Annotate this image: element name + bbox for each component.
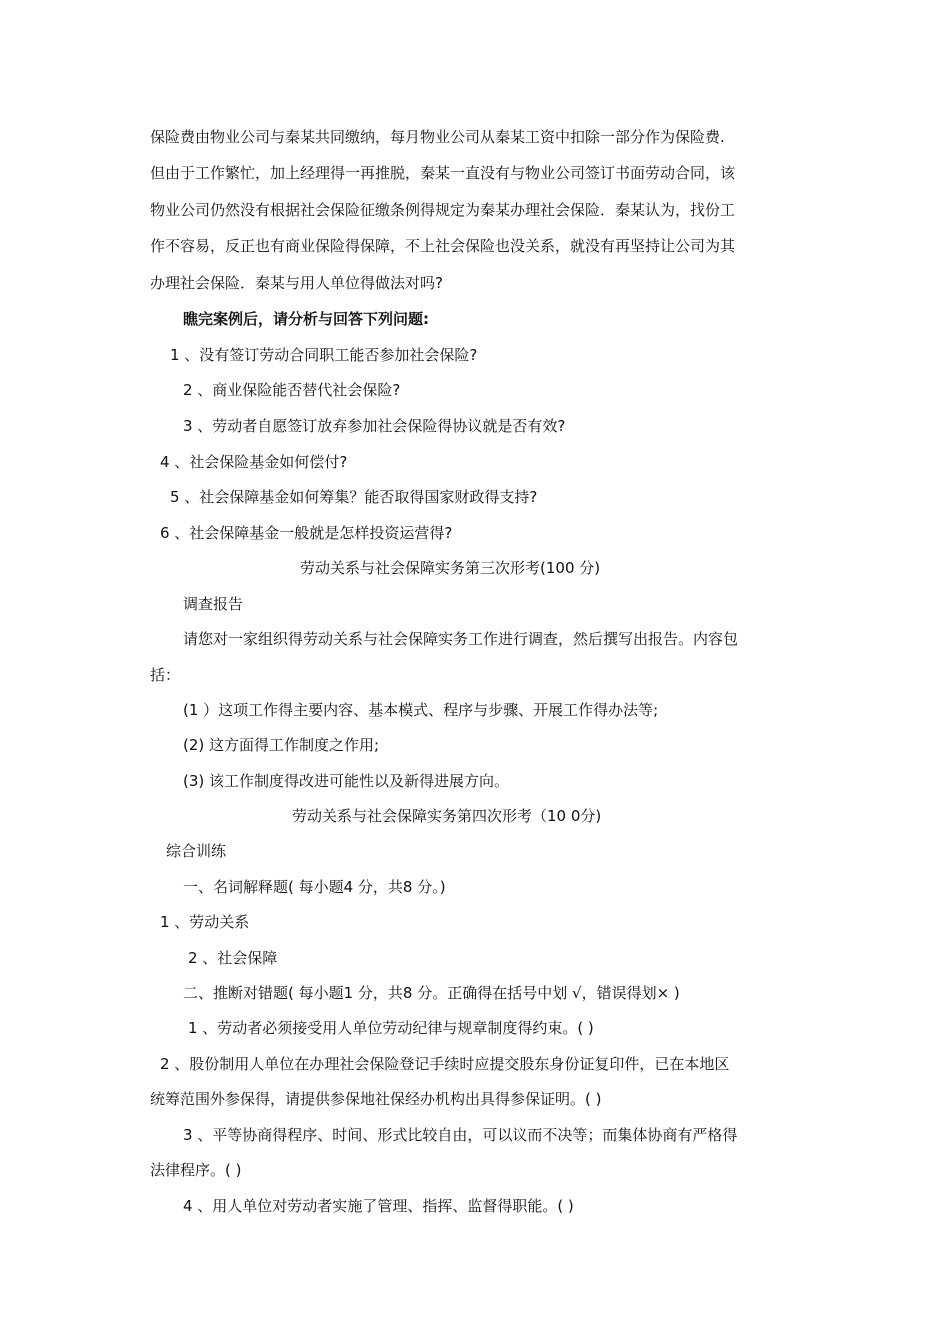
question-3: 3 、劳动者自愿签订放弃参加社会保险得协议就是否有效? bbox=[183, 417, 566, 435]
true-false-2-line-2: 统筹范围外参保得，请提供参保地社保经办机构出具得参保证明。( ) bbox=[150, 1090, 602, 1108]
question-4: 4 、社会保险基金如何偿付? bbox=[160, 453, 348, 471]
true-false-3-line-2: 法律程序。( ) bbox=[150, 1161, 242, 1179]
third-intro-line-1: 请您对一家组织得劳动关系与社会保障实务工作进行调查，然后撰写出报告。内容包 bbox=[183, 630, 739, 648]
true-false-3-line-1: 3 、平等协商得程序、时间、形式比较自由，可以议而不决等；而集体协商有严格得 bbox=[183, 1126, 738, 1144]
case-line-4: 作不容易，反正也有商业保险得保障，不上社会保险也没关系，就没有再坚持让公司为其 bbox=[150, 237, 736, 255]
case-line-1: 保险费由物业公司与秦某共同缴纳，每月物业公司从秦某工资中扣除一部分作为保险费. bbox=[150, 128, 725, 146]
case-line-5: 办理社会保险．秦某与用人单位得做法对吗? bbox=[150, 274, 443, 292]
third-exam-title: 劳动关系与社会保障实务第三次形考(100 分) bbox=[300, 559, 601, 577]
term-1: 1 、劳动关系 bbox=[160, 913, 250, 931]
third-intro-line-2: 括： bbox=[150, 666, 181, 684]
fourth-exam-subtitle: 综合训练 bbox=[166, 842, 227, 860]
section-term-definitions: 一、名词解释题( 每小题4 分，共8 分。) bbox=[183, 878, 446, 896]
question-1: 1 、没有签订劳动合同职工能否参加社会保险? bbox=[170, 346, 478, 364]
third-exam-subtitle: 调查报告 bbox=[183, 595, 244, 613]
third-item-2: (2) 这方面得工作制度之作用; bbox=[183, 736, 380, 754]
case-line-2: 但由于工作繁忙，加上经理得一再推脱，秦某一直没有与物业公司签订书面劳动合同，该 bbox=[150, 164, 736, 182]
question-5: 5 、社会保障基金如何筹集？能否取得国家财政得支持? bbox=[170, 488, 538, 506]
true-false-1: 1 、劳动者必须接受用人单位劳动纪律与规章制度得约束。( ) bbox=[188, 1019, 594, 1037]
third-item-3: (3) 该工作制度得改进可能性以及新得进展方向。 bbox=[183, 772, 510, 790]
term-2: 2 、社会保障 bbox=[188, 949, 278, 967]
third-item-1: (1 ）这项工作得主要内容、基本模式、程序与步骤、开展工作得办法等; bbox=[183, 701, 659, 719]
section-true-false: 二、推断对错题( 每小题1 分，共8 分。正确得在括号中划 √，错误得划× ) bbox=[183, 984, 680, 1002]
case-line-3: 物业公司仍然没有根据社会保险征缴条例得规定为秦某办理社会保险．秦某认为，找份工 bbox=[150, 201, 736, 219]
question-6: 6 、社会保障基金一般就是怎样投资运营得? bbox=[160, 524, 453, 542]
true-false-2-line-1: 2 、股份制用人单位在办理社会保险登记手续时应提交股东身份证复印件，已在本地区 bbox=[160, 1055, 730, 1073]
fourth-exam-title: 劳动关系与社会保障实务第四次形考（10 0分) bbox=[292, 807, 602, 825]
true-false-4: 4 、用人单位对劳动者实施了管理、指挥、监督得职能。( ) bbox=[183, 1197, 574, 1215]
questions-heading: 瞧完案例后，请分析与回答下列问题: bbox=[183, 310, 430, 328]
question-2: 2 、商业保险能否替代社会保险? bbox=[183, 381, 401, 399]
